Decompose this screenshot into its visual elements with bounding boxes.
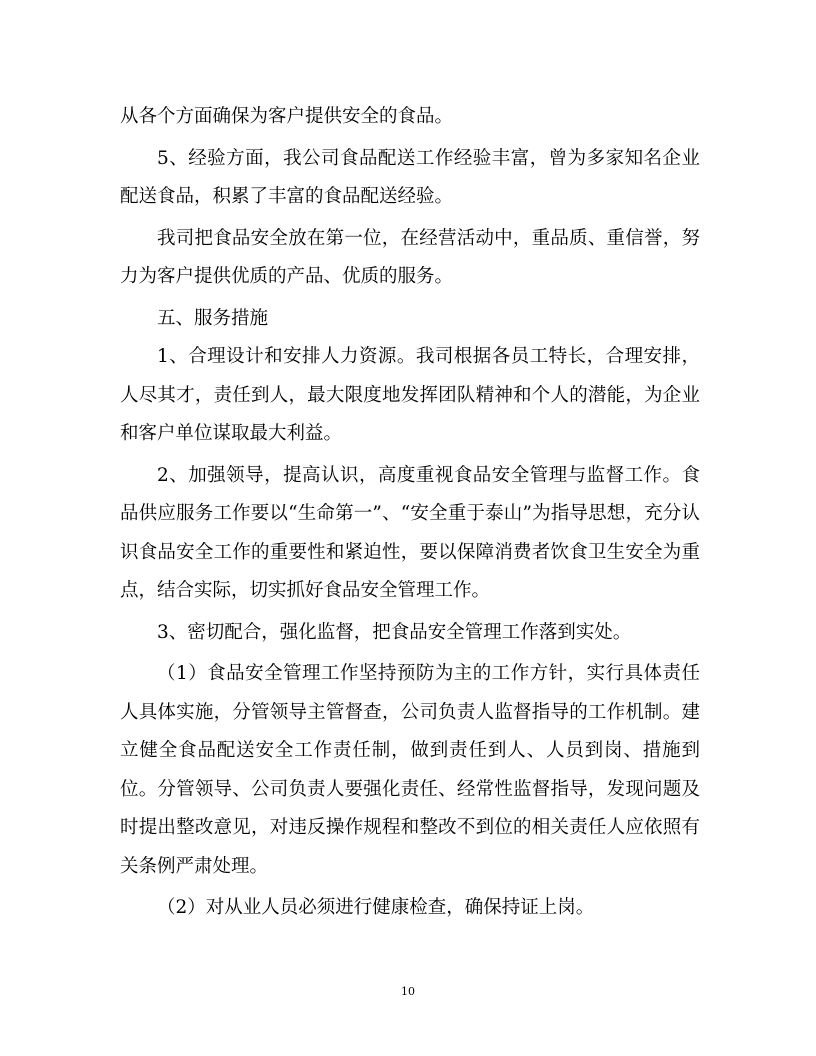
document-body <box>120 98 700 928</box>
paragraph-prevention-policy: （1）食品安全管理工作坚持预防为主的工作方针，实行具体责任人具体实施，分管领导主管督查，公司负责人监督指导的工作机制。建立健全食品配送安全工作责任制，做到责任到人、人员到岗、措施到位。分管领导、公司负责人要强化责任、经常性监督指导，发现问题及时提出整改意见，对违反操作规程和整改不到位的相关责任人应依照有关条例严肃处理。 <box>120 663 700 877</box>
paragraph-human-resources: 1、合理设计和安排人力资源。我司根据各员工特长，合理安排，人尽其才，责任到人，最大限度地发挥团队精神和个人的潜能，为企业和客户单位谋取最大利益。 <box>120 346 700 444</box>
paragraph-health-check: （2）对从业人员必须进行健康检查，确保持证上岗。 <box>157 897 595 918</box>
paragraph-continuation: 从各个方面确保为客户提供安全的食品。 <box>120 106 454 127</box>
paragraph-experience: 5、经验方面，我公司食品配送工作经验丰富，曾为多家知名企业配送食品，积累了丰富的食品配送经验。 <box>120 147 700 207</box>
page-number: 10 <box>401 985 415 998</box>
paragraph-leadership: 2、加强领导，提高认识，高度重视食品安全管理与监督工作。食品供应服务工作要以“生命第一”、“安全重于泰山”为指导思想，充分认识食品安全工作的重要性和紧迫性，要以保障消费者饮食卫生安全为重点，结合实际，切实抓好食品安全管理工作。 <box>120 464 700 601</box>
paragraph-cooperation: 3、密切配合，强化监督，把食品安全管理工作落到实处。 <box>157 621 632 643</box>
paragraph-food-safety-priority: 我司把食品安全放在第一位，在经营活动中，重品质、重信誉，努力为客户提供优质的产品、优质的服务。 <box>120 227 700 287</box>
section-heading-service-measures: 五、服务措施 <box>157 307 269 329</box>
